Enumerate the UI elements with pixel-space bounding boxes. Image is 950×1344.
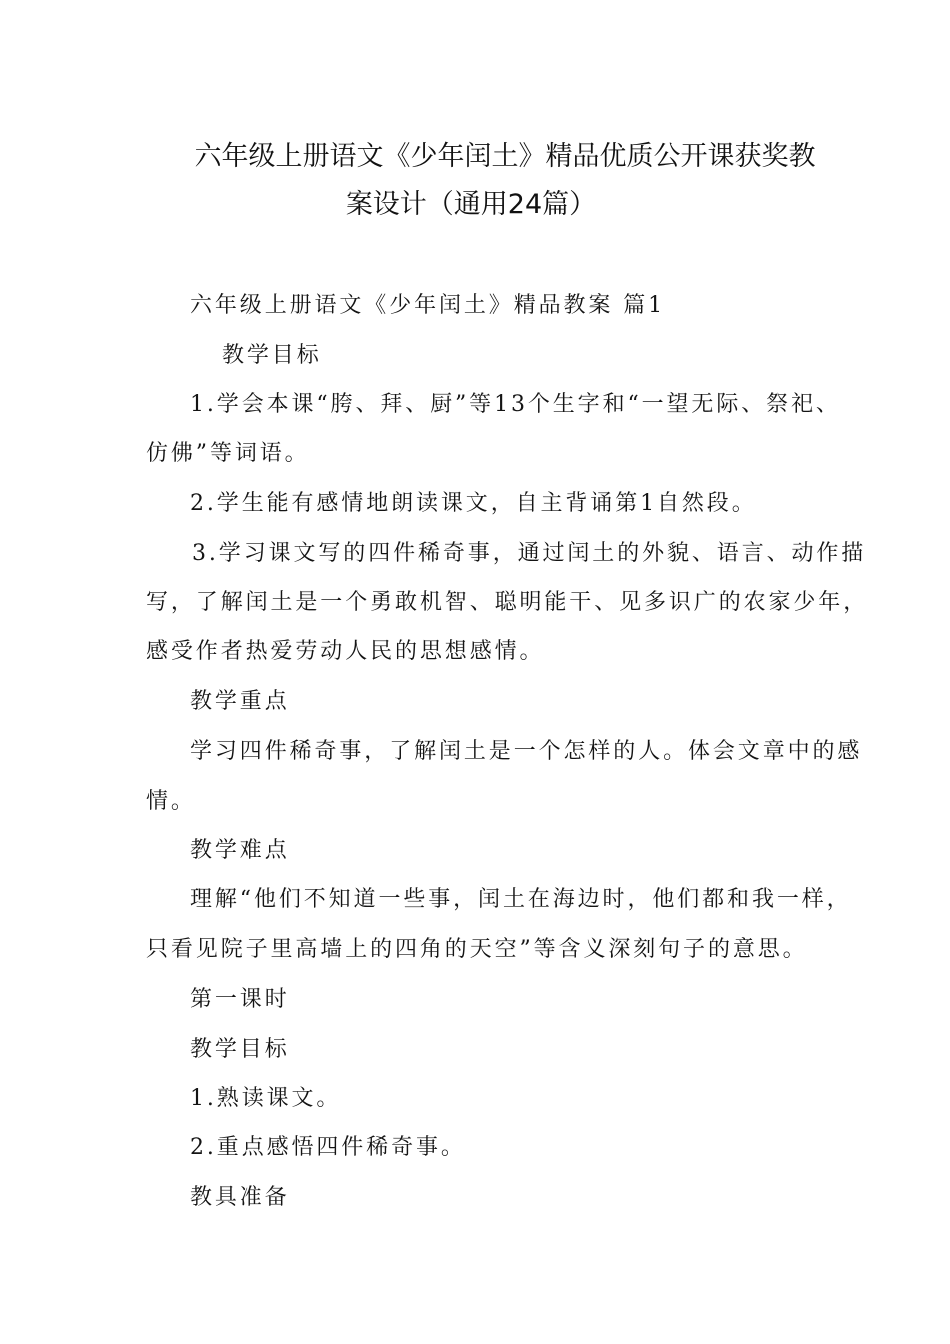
paragraph-line: 1.熟读课文。 xyxy=(190,1086,342,1111)
paragraph-line: 写，了解闰土是一个勇敢机智、聪明能干、见多识广的农家少年， xyxy=(146,590,869,615)
subheading-teaching-goals: 教学目标 xyxy=(190,1037,290,1062)
subheading-teaching-focus: 教学重点 xyxy=(190,689,290,714)
paragraph-line: 2.重点感悟四件稀奇事。 xyxy=(190,1135,466,1160)
paragraph-line: 3.学习课文写的四件稀奇事，通过闰土的外貌、语言、动作描 xyxy=(192,541,867,566)
paragraph-line: 1.学会本课“胯、拜、厨”等13个生字和“一望无际、祭祀、 xyxy=(190,392,841,417)
paragraph-line: 理解“他们不知道一些事，闰土在海边时，他们都和我一样， xyxy=(190,887,852,912)
document-title-line-1: 六年级上册语文《少年闰土》精品优质公开课获奖教 xyxy=(194,141,816,172)
paragraph-line: 学习四件稀奇事，了解闰土是一个怎样的人。体会文章中的感 xyxy=(190,739,863,764)
section-heading: 六年级上册语文《少年闰土》精品教案 篇1 xyxy=(190,293,665,318)
subheading-teaching-goals: 教学目标 xyxy=(222,343,322,368)
paragraph-line: 2.学生能有感情地朗读课文，自主背诵第1自然段。 xyxy=(190,491,757,516)
document-title-line-2: 案设计（通用24篇） xyxy=(345,189,597,220)
subheading-first-lesson: 第一课时 xyxy=(190,987,290,1012)
subheading-teaching-materials: 教具准备 xyxy=(190,1185,290,1210)
paragraph-line: 只看见院子里高墙上的四角的天空”等含义深刻句子的意思。 xyxy=(146,937,808,962)
paragraph-line: 仿佛”等词语。 xyxy=(146,441,310,466)
paragraph-line: 情。 xyxy=(146,789,196,814)
paragraph-line: 感受作者热爱劳动人民的思想感情。 xyxy=(146,639,545,664)
subheading-teaching-difficulty: 教学难点 xyxy=(190,838,290,863)
